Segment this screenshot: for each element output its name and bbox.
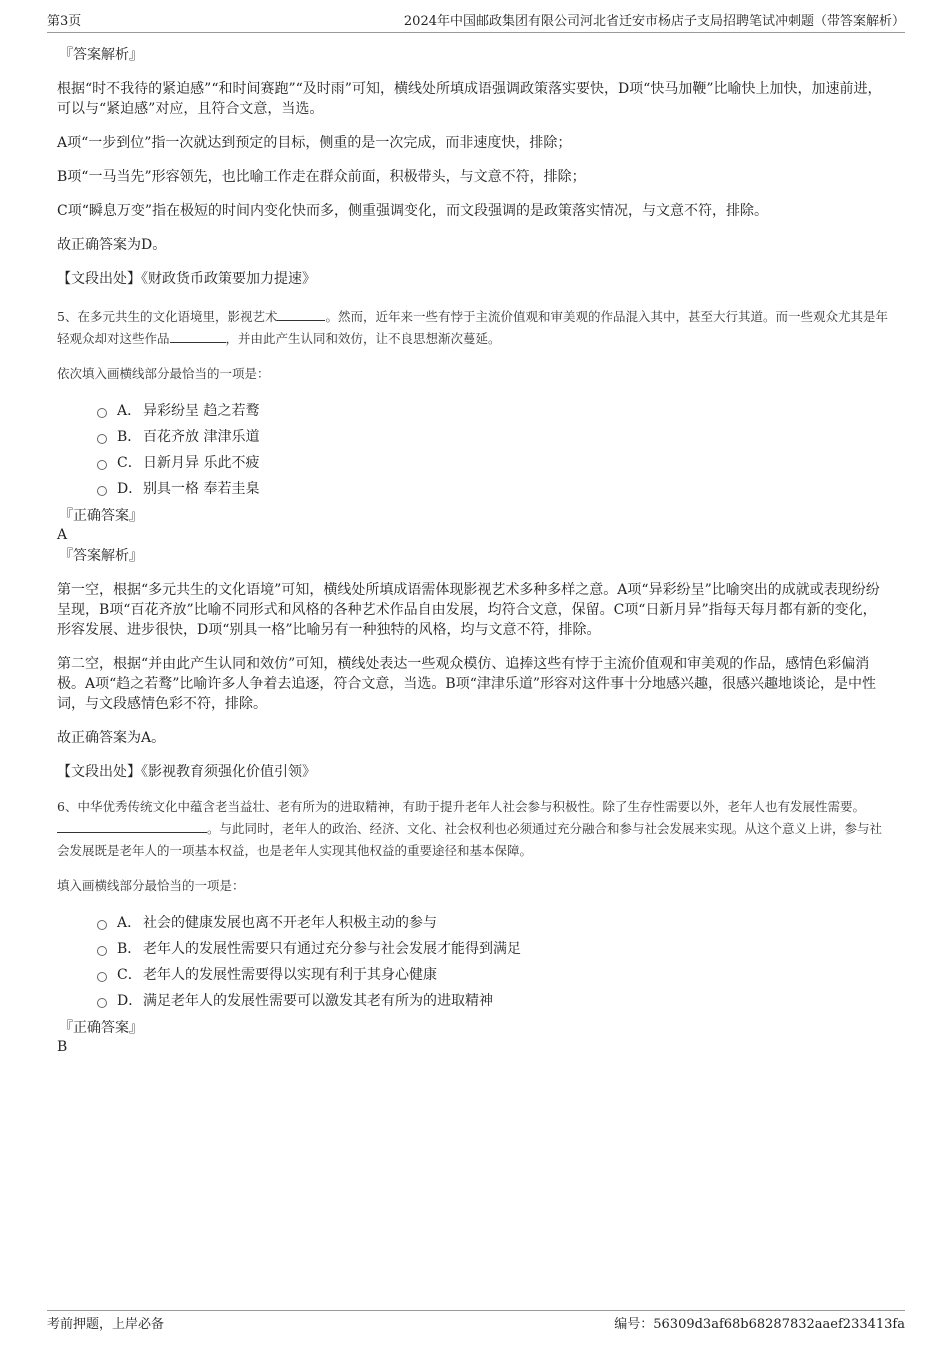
q6-options <box>57 910 890 1014</box>
q5-blank-2 <box>170 330 226 343</box>
q6-question: 6、中华优秀传统文化中蕴含老当益壮、老有所为的进取精神，有助于提升老年人社会参与积极性。除了生存性需要以外，老年人也有发展性需要。。与此同时，老年人的政治、经济、文化、社会权利也必须通过充分融合和参与社会发展来实现。从这个意义上讲，参与社会发展既是老年人的一项基本权益，也是老年人实现其他权益的重要途径和基本保障。 <box>57 799 883 858</box>
radio-icon[interactable] <box>97 920 107 930</box>
q4-analysis-label: 『答案解析』 <box>59 47 143 63</box>
q5-options <box>57 398 890 502</box>
q5-answer: A <box>57 527 68 543</box>
q5-analysis-label: 『答案解析』 <box>59 548 143 564</box>
q5-analysis-p1: 第一空，根据“多元共生的文化语境”可知，横线处所填成语需体现影视艺术多种多样之意。A项“异彩纷呈”比喻突出的成就或表现纷纷呈现，B项“百花齐放”比喻不同形式和风格的各种艺术作品自由发展，均符合文意，保留。C项“日新月异”指每天每月都有新的变化，形容发展、进步很快，D项“别具一格”比喻另有一种独特的风格，均与文意不符，排除。 <box>57 582 880 638</box>
q5-answer-label: 『正确答案』 <box>59 508 143 524</box>
q5-option-b[interactable]: B． 百花齐放 津津乐道 <box>57 424 890 450</box>
radio-icon[interactable] <box>97 946 107 956</box>
q4-source: 【文段出处】《财政货币政策要加力提速》 <box>57 271 316 287</box>
document-title: 2024年中国邮政集团有限公司河北省迁安市杨店子支局招聘笔试冲刺题（带答案解析） <box>403 14 905 29</box>
q6-option-c[interactable]: C．老年人的发展性需要得以实现有利于其身心健康 <box>57 962 890 988</box>
radio-icon[interactable] <box>97 460 107 470</box>
q5-option-a[interactable]: A． 异彩纷呈 趋之若鹜 <box>57 398 890 424</box>
q4-analysis-p3: B项“一马当先”形容领先，也比喻工作走在群众前面，积极带头，与文意不符，排除； <box>57 169 586 185</box>
radio-icon[interactable] <box>97 486 107 496</box>
radio-icon[interactable] <box>97 972 107 982</box>
q6-blank <box>57 820 207 833</box>
radio-icon[interactable] <box>97 408 107 418</box>
q6-answer: B <box>57 1039 68 1055</box>
footer-slogan: 考前押题，上岸必备 <box>47 1317 165 1332</box>
page-content <box>57 45 890 1056</box>
q5-question: 5、在多元共生的文化语境里，影视艺术 。然而，近年来一些有悖于主流价值观和审美观的作品混入其中，甚至大行其道。而一些观众尤其是年轻观众却对这些作品 ，并由此产生认同和效仿，让不良思想渐次蔓延。 <box>57 309 888 346</box>
radio-icon[interactable] <box>97 434 107 444</box>
q6-option-a[interactable]: A． 社会的健康发展也离不开老年人积极主动的参与 <box>57 910 890 936</box>
q5-prompt: 依次填入画横线部分最恰当的一项是： <box>57 366 270 381</box>
q6-answer-label: 『正确答案』 <box>59 1020 143 1036</box>
q4-analysis-p2: A项“一步到位”指一次就达到预定的目标，侧重的是一次完成，而非速度快，排除； <box>57 135 572 151</box>
q4-analysis-p4: C项“瞬息万变”指在极短的时间内变化快而多，侧重强调变化，而文段强调的是政策落实情况，与文意不符，排除。 <box>57 203 769 219</box>
page-number: 第3页 <box>47 14 82 29</box>
q5-blank-1 <box>277 308 325 321</box>
q5-conclusion: 故正确答案为A。 <box>57 730 166 746</box>
page-header <box>47 12 905 33</box>
q4-conclusion: 故正确答案为D。 <box>57 237 167 253</box>
q4-analysis-p1: 根据“时不我待的紧迫感”“和时间赛跑”“及时雨”可知，横线处所填成语强调政策落实要快，D项“快马加鞭”比喻快上加快，加速前进，可以与“紧迫感”对应，且符合文意，当选。 <box>57 81 882 117</box>
document-id: 编号：56309d3af68b68287832aaef233413fa <box>614 1317 905 1332</box>
q5-option-d[interactable]: D．别具一格 奉若圭臬 <box>57 476 890 502</box>
q6-prompt: 填入画横线部分最恰当的一项是： <box>57 878 245 893</box>
q5-analysis-p2: 第二空，根据“并由此产生认同和效仿”可知，横线处表达一些观众模仿、追捧这些有悖于主流价值观和审美观的作品，感情色彩偏消极。A项“趋之若鹜”比喻许多人争着去追逐，符合文意，当选。B项“津津乐道”形容对这件事十分地感兴趣，很感兴趣地谈论，是中性词，与文段感情色彩不符，排除。 <box>57 656 877 712</box>
q5-source: 【文段出处】《影视教育须强化价值引领》 <box>57 764 316 780</box>
page-footer <box>47 1310 905 1335</box>
q6-option-d[interactable]: D．满足老年人的发展性需要可以激发其老有所为的进取精神 <box>57 988 890 1014</box>
radio-icon[interactable] <box>97 998 107 1008</box>
q6-option-b[interactable]: B． 老年人的发展性需要只有通过充分参与社会发展才能得到满足 <box>57 936 890 962</box>
q5-option-c[interactable]: C．日新月异 乐此不疲 <box>57 450 890 476</box>
